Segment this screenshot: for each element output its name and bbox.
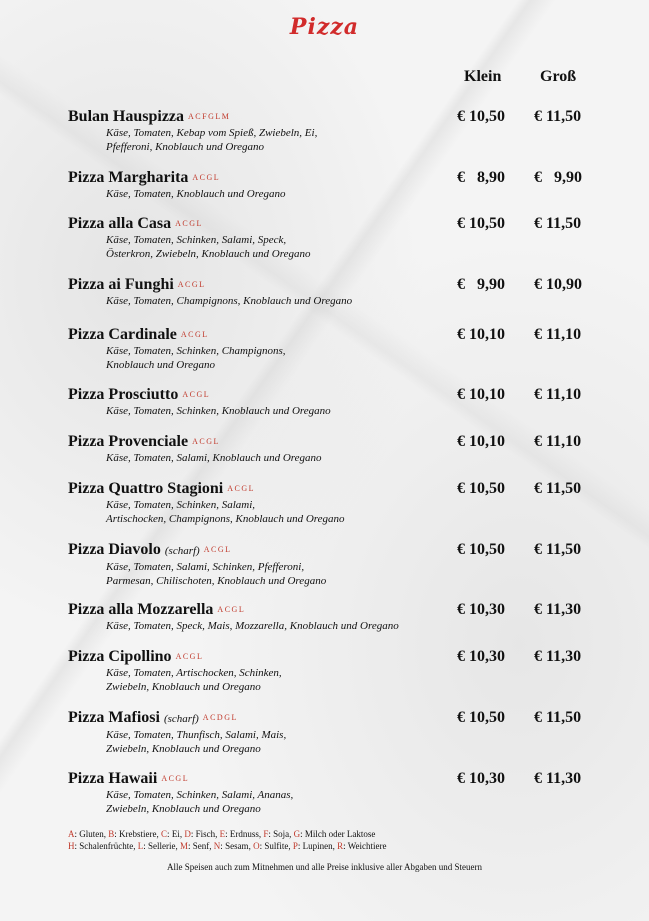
item-description: Artischocken, Champignons, Knoblauch und Oregano <box>106 513 345 525</box>
allergen-codes: ACFGLM <box>188 112 231 121</box>
price-klein: € 10,10 <box>457 433 505 450</box>
price-klein: € 10,50 <box>457 215 505 232</box>
item-title: Pizza Mafiosi <box>68 709 160 726</box>
legend-row: H: Schalenfrüchte, L: Sellerie, M: Senf, N: Sesam, O: Sulfite, P: Lupinen, R: Weichtiere <box>68 841 387 851</box>
legend-key: F <box>263 829 269 839</box>
item-description: Käse, Tomaten, Kebap vom Spieß, Zwiebeln, Ei, <box>106 127 318 139</box>
item-description: Käse, Tomaten, Salami, Schinken, Pfefferoni, <box>106 561 305 573</box>
item-title: Pizza Provenciale <box>68 433 189 450</box>
item-title: Pizza alla Mozzarella <box>68 601 214 618</box>
price-gross: € 9,90 <box>534 169 582 186</box>
price-klein: € 10,50 <box>457 480 505 497</box>
legend-key: E <box>219 829 226 839</box>
menu-item-name <box>68 433 608 451</box>
price-gross: € 11,50 <box>534 541 582 558</box>
legend-label: Sesam <box>225 841 249 851</box>
item-title: Pizza Diavolo <box>68 541 161 558</box>
item-title: Pizza Quattro Stagioni <box>68 480 224 497</box>
item-note: (scharf) <box>164 545 200 557</box>
allergen-codes: ACGL <box>227 484 256 493</box>
menu-item <box>68 215 608 261</box>
menu-item <box>68 709 608 756</box>
price-klein: € 10,50 <box>457 108 505 125</box>
legend-label: Krebstiere <box>119 829 157 839</box>
price-gross: € 10,90 <box>534 276 582 293</box>
legend-key: A <box>68 829 75 839</box>
item-title: Pizza ai Funghi <box>68 276 174 293</box>
menu-item-name <box>68 169 608 187</box>
allergen-legend <box>68 828 588 852</box>
item-title: Pizza Cipollino <box>68 648 172 665</box>
legend-label: Weichtiere <box>347 841 387 851</box>
footer-note: Alle Speisen auch zum Mitnehmen und alle Preise inklusive aller Abgaben und Steuern <box>167 862 482 872</box>
item-description: Käse, Tomaten, Schinken, Salami, <box>106 499 255 511</box>
item-description: Käse, Tomaten, Salami, Knoblauch und Oregano <box>106 452 322 464</box>
item-title: Pizza Prosciutto <box>68 386 179 403</box>
legend-label: Sellerie <box>148 841 176 851</box>
allergen-codes: ACGL <box>192 437 220 446</box>
item-title: Pizza Margharita <box>68 169 189 186</box>
menu-item <box>68 169 608 201</box>
menu-item <box>68 480 608 526</box>
legend-key: O <box>253 841 260 851</box>
legend-key: H <box>68 841 75 851</box>
column-header-klein: Klein <box>464 68 502 85</box>
allergen-codes: ACGL <box>161 774 190 783</box>
item-description: Käse, Tomaten, Thunfisch, Salami, Mais, <box>106 729 287 741</box>
price-gross: € 11,30 <box>534 770 582 787</box>
legend-label: Senf <box>192 841 210 851</box>
page-title: Pizza <box>289 14 360 40</box>
legend-label: Gluten <box>79 829 104 839</box>
legend-label: Lupinen <box>302 841 333 851</box>
legend-label: Sulfite <box>264 841 289 851</box>
menu-item <box>68 276 608 308</box>
menu-item-name <box>68 276 608 294</box>
allergen-codes: ACGL <box>192 173 221 182</box>
price-klein: € 10,30 <box>457 770 505 787</box>
menu-item-name <box>68 648 608 666</box>
menu-item-name <box>68 541 608 560</box>
price-gross: € 11,50 <box>534 215 582 232</box>
item-description: Käse, Tomaten, Speck, Mais, Mozzarella, Knoblauch und Oregano <box>106 620 399 632</box>
price-klein: € 10,10 <box>457 326 505 343</box>
price-klein: € 8,90 <box>457 169 505 186</box>
legend-key: P <box>292 841 298 851</box>
item-note: (scharf) <box>163 713 199 725</box>
legend-key: D <box>184 829 191 839</box>
price-klein: € 10,50 <box>457 541 505 558</box>
menu-item <box>68 386 608 418</box>
legend-label: Fisch <box>195 829 216 839</box>
price-gross: € 11,30 <box>534 601 582 618</box>
item-description: Zwiebeln, Knoblauch und Oregano <box>106 681 261 693</box>
allergen-codes: ACGL <box>175 219 203 228</box>
menu-item <box>68 541 608 588</box>
legend-key: C <box>161 829 168 839</box>
item-description: Pfefferoni, Knoblauch und Oregano <box>106 141 265 153</box>
price-klein: € 9,90 <box>457 276 505 293</box>
legend-label: Schalenfrüchte <box>79 841 134 851</box>
item-description: Käse, Tomaten, Schinken, Knoblauch und Oregano <box>106 405 331 417</box>
item-description: Zwiebeln, Knoblauch und Oregano <box>106 743 261 755</box>
legend-key: L <box>137 841 144 851</box>
menu-item-name <box>68 215 608 233</box>
price-klein: € 10,50 <box>457 709 505 726</box>
legend-row: A: Gluten, B: Krebstiere, C: Ei, D: Fisch, E: Erdnuss, F: Soja, G: Milch oder Laktose <box>68 829 376 839</box>
price-gross: € 11,10 <box>534 386 582 403</box>
menu-item-name <box>68 480 608 498</box>
item-description: Österkron, Zwiebeln, Knoblauch und Oregano <box>106 248 311 260</box>
legend-label: Ei <box>171 829 180 839</box>
price-gross: € 11,10 <box>534 326 582 343</box>
price-gross: € 11,50 <box>534 709 582 726</box>
menu-item-name <box>68 386 608 404</box>
legend-label: Soja <box>273 829 290 839</box>
menu-item <box>68 770 608 816</box>
legend-label: Erdnuss <box>229 829 259 839</box>
legend-key: R <box>337 841 344 851</box>
item-title: Bulan Hauspizza <box>68 108 185 125</box>
price-klein: € 10,30 <box>457 601 505 618</box>
price-klein: € 10,30 <box>457 648 505 665</box>
item-title: Pizza Hawaii <box>68 770 158 787</box>
allergen-codes: ACGL <box>180 330 209 339</box>
legend-key: N <box>213 841 221 851</box>
price-gross: € 11,30 <box>534 648 582 665</box>
item-description: Käse, Tomaten, Champignons, Knoblauch und Oregano <box>106 295 353 307</box>
legend-key: B <box>108 829 115 839</box>
price-gross: € 11,50 <box>534 108 582 125</box>
allergen-codes: ACGL <box>177 280 206 289</box>
item-description: Parmesan, Chilischoten, Knoblauch und Oregano <box>106 575 327 587</box>
item-title: Pizza alla Casa <box>68 215 172 232</box>
menu-item-name <box>68 601 608 619</box>
menu-item-name <box>68 770 608 788</box>
allergen-codes: ACGL <box>217 605 246 614</box>
item-description: Knoblauch und Oregano <box>106 359 215 371</box>
allergen-codes: ACGL <box>175 652 204 661</box>
allergen-codes: ACGL <box>203 545 232 554</box>
legend-label: Milch oder Laktose <box>304 829 376 839</box>
price-klein: € 10,10 <box>457 386 505 403</box>
item-description: Zwiebeln, Knoblauch und Oregano <box>106 803 261 815</box>
legend-key: G <box>293 829 301 839</box>
item-description: Käse, Tomaten, Knoblauch und Oregano <box>106 188 286 200</box>
item-description: Käse, Tomaten, Schinken, Salami, Ananas, <box>106 789 294 801</box>
item-description: Käse, Tomaten, Schinken, Champignons, <box>106 345 286 357</box>
menu-item <box>68 108 608 154</box>
column-header-gross: Groß <box>540 68 577 85</box>
price-gross: € 11,50 <box>534 480 582 497</box>
menu-item-name <box>68 326 608 344</box>
item-description: Käse, Tomaten, Artischocken, Schinken, <box>106 667 282 679</box>
menu-item <box>68 433 608 465</box>
menu-item <box>68 648 608 694</box>
legend-key: M <box>180 841 189 851</box>
menu-item <box>68 326 608 372</box>
item-description: Käse, Tomaten, Schinken, Salami, Speck, <box>106 234 287 246</box>
menu-item-name <box>68 108 608 126</box>
price-gross: € 11,10 <box>534 433 582 450</box>
allergen-codes: ACGL <box>182 390 211 399</box>
item-title: Pizza Cardinale <box>68 326 177 343</box>
menu-item <box>68 601 608 633</box>
menu-item-name <box>68 709 608 728</box>
allergen-codes: ACDGL <box>202 713 238 722</box>
